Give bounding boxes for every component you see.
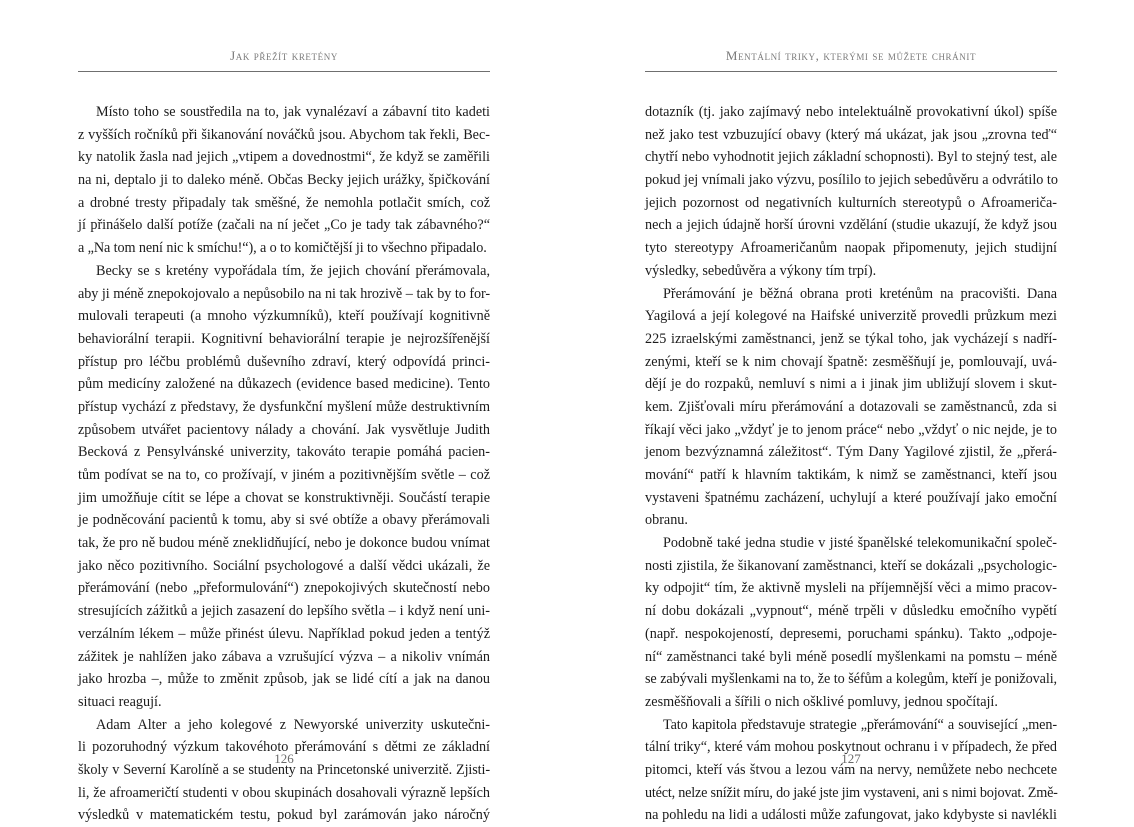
- text-line: jako něco pozitivního. Sociální psychologové a další vědci ukázali, že: [78, 557, 490, 574]
- text-line: ky natolik žasla nad jejich „vtipem a dovednostmi“, že když se zaměřili: [78, 149, 490, 166]
- text-line: situaci reagují.: [78, 693, 162, 710]
- text-line: chytří nebo vyhodnotit jejich základní schopnosti). Byl to stejný test, ale: [645, 149, 1057, 166]
- text-line: jenom bezvýznamná záležitost“. Tým Dany Yagilové zjistil, že „přerá-: [645, 444, 1057, 461]
- text-line: stresujících zážitků a jejich zasazení do lepšího světla – i když není uni-: [78, 603, 490, 620]
- text-line: aby ji méně znepokojovalo a nepůsobilo na ni tak hrozivě – tak by to for-: [78, 285, 490, 302]
- text-line: tům podívat se na to, co prožívají, v jiném a pozitivnějším světle – což: [78, 467, 490, 483]
- text-line: ní“ zaměstnanci také byli méně posedlí myšlenkami na pomstu – méně: [645, 648, 1057, 665]
- running-head: Jak přežít kretény: [230, 48, 338, 63]
- text-line: ky odpojit“ tím, že aktivně mysleli na příjemnější věci a mimo pracov-: [645, 580, 1057, 597]
- page-number: 126: [274, 751, 294, 766]
- text-line: obranu.: [645, 512, 688, 529]
- text-line: pitomci, kteří vás štvou a lezou vám na nervy, nemůžete nebo nechcete: [645, 761, 1057, 778]
- text-line: Tato kapitola představuje strategie „přerámování“ a související „men-: [663, 716, 1057, 733]
- text-line: Přerámování je běžná obrana proti kreténům na pracovišti. Dana: [663, 285, 1057, 302]
- text-line: pům medicíny založené na důkazech (evidence based medicine). Tento: [78, 376, 490, 393]
- text-line: dotazník (tj. jako zajímavý nebo intelektuálně provokativní úkol) spíše: [645, 104, 1057, 120]
- text-line: 225 izraelskými zaměstnanci, jenž se týkal toho, jak vycházejí s nadří-: [645, 330, 1057, 347]
- text-line: behaviorální terapii. Kognitivní behaviorální terapie je nejrozšířenější: [78, 330, 490, 347]
- header-rule: [78, 71, 490, 72]
- text-line: přístup pro léčbu problémů duševního zdraví, který odpovídá princi-: [78, 353, 490, 370]
- text-line: dějí je do rozpaků, nemluví s nimi a i jinak jim ubližují slovem i skut-: [645, 376, 1057, 393]
- text-line: tální triky“, které vám mohou poskytnout ochranu i v případech, že před: [645, 739, 1057, 756]
- text-line: Adam Alter a jeho kolegové z Newyorské univerzity uskutečni-: [96, 716, 490, 733]
- text-line: a drobné tresty připadaly tak směšné, že nemohla potlačit smích, což: [78, 194, 490, 211]
- text-line: způsobem utvářet pacientovy nálady a chování. Jak vysvětluje Judith: [78, 421, 490, 438]
- body-text: [78, 101, 490, 827]
- text-line: jako hrozba –, může to změnit způsob, jak se lidé cítí a jak na danou: [78, 671, 490, 688]
- right-page: [645, 0, 1058, 824]
- left-page: [78, 0, 490, 824]
- text-line: kem. Zjišťovali míru přerámování a dotazovali se zaměstnanců, zda si: [645, 398, 1057, 415]
- text-line: je podněcování pacientů k tomu, aby si své obtíže a obavy přerámovali: [78, 512, 490, 529]
- text-line: výsledky, sebedůvěra a výkony tím trpí).: [645, 262, 877, 279]
- text-line: li pozoruhodný výzkum takovéhoto přerámování s dětmi ze základní: [78, 739, 490, 756]
- text-line: nech a jejich údajně horší úrovni vzdělání (studie ukazují, že když jsou: [645, 217, 1057, 234]
- text-line: nosti zjistila, že šikanovaní zaměstnanci, kteří se dokázali „psychologic-: [645, 557, 1057, 574]
- text-line: Becková z Pensylvánské univerzity, takováto terapie pomáhá pacien-: [78, 444, 490, 461]
- text-line: tyto stereotypy Afroameričanům naopak připomenuty, jejich studijní: [645, 240, 1057, 257]
- text-line: li, že afroameričtí studenti v obou skupinách dosahovali výrazně lepších: [78, 784, 490, 801]
- text-line: školy v Severní Karolíně a se studenty na Princetonské univerzitě. Zjisti-: [78, 761, 490, 778]
- text-line: ní dobu dokázali „vypnout“, méně trpěli v důsledku emočního vypětí: [645, 603, 1057, 620]
- running-head: Mentální triky, kterými se můžete chránit: [725, 48, 977, 63]
- text-line: mování“ patří k hlavním taktikám, k nimž se zaměstnanci, kteří jsou: [645, 467, 1057, 483]
- text-line: mulovali terapeuti (a mnoho výzkumníků), kteří používají kognitivně: [78, 308, 490, 325]
- text-line: Becky se s kretény vypořádala tím, že jejich chování přerámovala,: [96, 262, 490, 279]
- header-rule: [645, 71, 1057, 72]
- text-line: přerámování (nebo „přeformulování“) znepokojivých skutečností nebo: [78, 580, 490, 597]
- text-line: Podobně také jedna studie v jisté španělské telekomunikační společ-: [663, 535, 1057, 552]
- text-line: na ni, deptalo ji to daleko méně. Občas Becky jejich urážky, špičkování: [78, 172, 490, 189]
- text-line: Yagilová a její kolegové na Haifské univerzitě provedli průzkum mezi: [645, 308, 1057, 325]
- body-text: [645, 101, 1057, 827]
- text-line: pokud jej vnímali jako výzvu, posílilo to jejich sebedůvěru a odvrátilo to: [645, 172, 1058, 189]
- page-number: 127: [841, 751, 861, 766]
- text-line: utéct, nelze snížit míru, do jaké jste jim vystaveni, ani s nimi bojovat. Změ-: [645, 784, 1058, 801]
- text-line: než jako test vzbuzující obavy (který má ukázat, jak jsou „zrovna teď“: [645, 126, 1057, 143]
- text-line: jejich pozornost od negativních kulturních stereotypů o Afroameriča-: [645, 194, 1057, 211]
- text-line: říkají věci jako „vždyť je to jenom práce“ nebo „vždyť o nic nejde, je to: [645, 421, 1057, 438]
- text-line: a „Na tom není nic k smíchu!“), a o to komičtější ji to všechno připadalo.: [78, 240, 487, 257]
- text-line: na pohledu na lidi a události může zafungovat, jako kdybyste si navlékli: [645, 807, 1057, 824]
- text-line: zážitek je nahlížen jako zábava a vzrušující výzva – a nikoliv vnímán: [78, 648, 490, 665]
- text-line: verzálním lékem – může přinést úlevu. Například pokud jeden a tentýž: [78, 625, 490, 642]
- text-line: (např. nespokojeností, depresemi, poruchami spánku). Takto „odpoje-: [645, 625, 1057, 642]
- text-line: z vyšších ročníků při šikanování nováčků jsou. Abychom tak řekli, Bec-: [78, 126, 490, 143]
- text-line: jí přinášelo další potíže (začali na ní ječet „Co je tady tak zábavného?“: [78, 217, 490, 234]
- text-line: zesměšňovali a šířili o nich ošklivé pomluvy, jednou spočítají.: [645, 693, 998, 710]
- text-line: jim umožňuje cítit se lépe a chovat se konstruktivněji. Součástí terapie: [78, 489, 490, 506]
- text-line: tak, že pro ně budou méně zneklidňující, nebo je dokonce budou vnímat: [78, 535, 490, 552]
- text-line: se zabývali myšlenkami na to, že to šéfům a kolegům, kteří je ponižovali,: [645, 671, 1057, 688]
- text-line: Místo toho se soustředila na to, jak vynalézaví a zábavní tito kadeti: [96, 104, 490, 120]
- text-line: zenými, kteří se k nim chovají špatně: zesměšňují je, pomlouvají, uvá-: [645, 353, 1057, 370]
- text-line: přístup vychází z představy, že dysfunkční myšlení může destruktivním: [78, 398, 490, 415]
- text-line: vystaveni špatnému zacházení, uchylují a které používají jako emoční: [645, 489, 1057, 506]
- text-line: výsledků v matematickém testu, pokud byl zarámován jako náročný: [78, 807, 490, 824]
